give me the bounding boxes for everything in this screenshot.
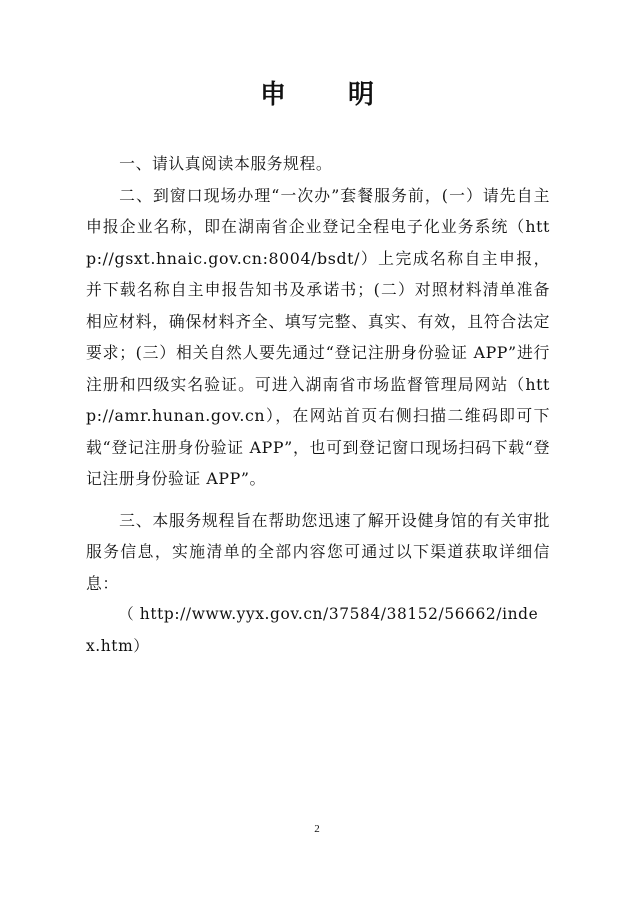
document-body (86, 148, 550, 662)
paragraph-item-1: 一、请认真阅读本服务规程。 (119, 154, 333, 173)
page-number: 2 (314, 823, 320, 835)
reference-url: （ http://www.yyx.gov.cn/37584/38152/56662/index.htm） (86, 605, 539, 655)
paragraph-item-3: 三、本服务规程旨在帮助您迅速了解开设健身馆的有关审批服务信息，实施清单的全部内容您可通过以下渠道获取详细信息： (86, 510, 550, 593)
paragraph-item-2: 二、到窗口现场办理“一次办”套餐服务前，(一）请先自主申报企业名称，即在湖南省企业登记全程电子化业务系统（http://gsxt.hnaic.gov.cn:8004/bsdt/）上完成名称自主申报，并下载名称自主申报告知书及承诺书；(二）对照材料清单准备相应材料，确保材料齐全、填写完整、真实、有效，且符合法定要求；(三）相关自然人要先通过“登记注册身份验证 APP”进行注册和四级实名验证。可进入湖南省市场监督管理局网站（http://amr.hunan.gov.cn），在网站首页右侧扫描二维码即可下载“登记注册身份验证 APP”，也可到登记窗口现场扫码下载“登记注册身份验证 APP”。 (86, 185, 550, 488)
page-title: 申 明 (259, 80, 392, 110)
